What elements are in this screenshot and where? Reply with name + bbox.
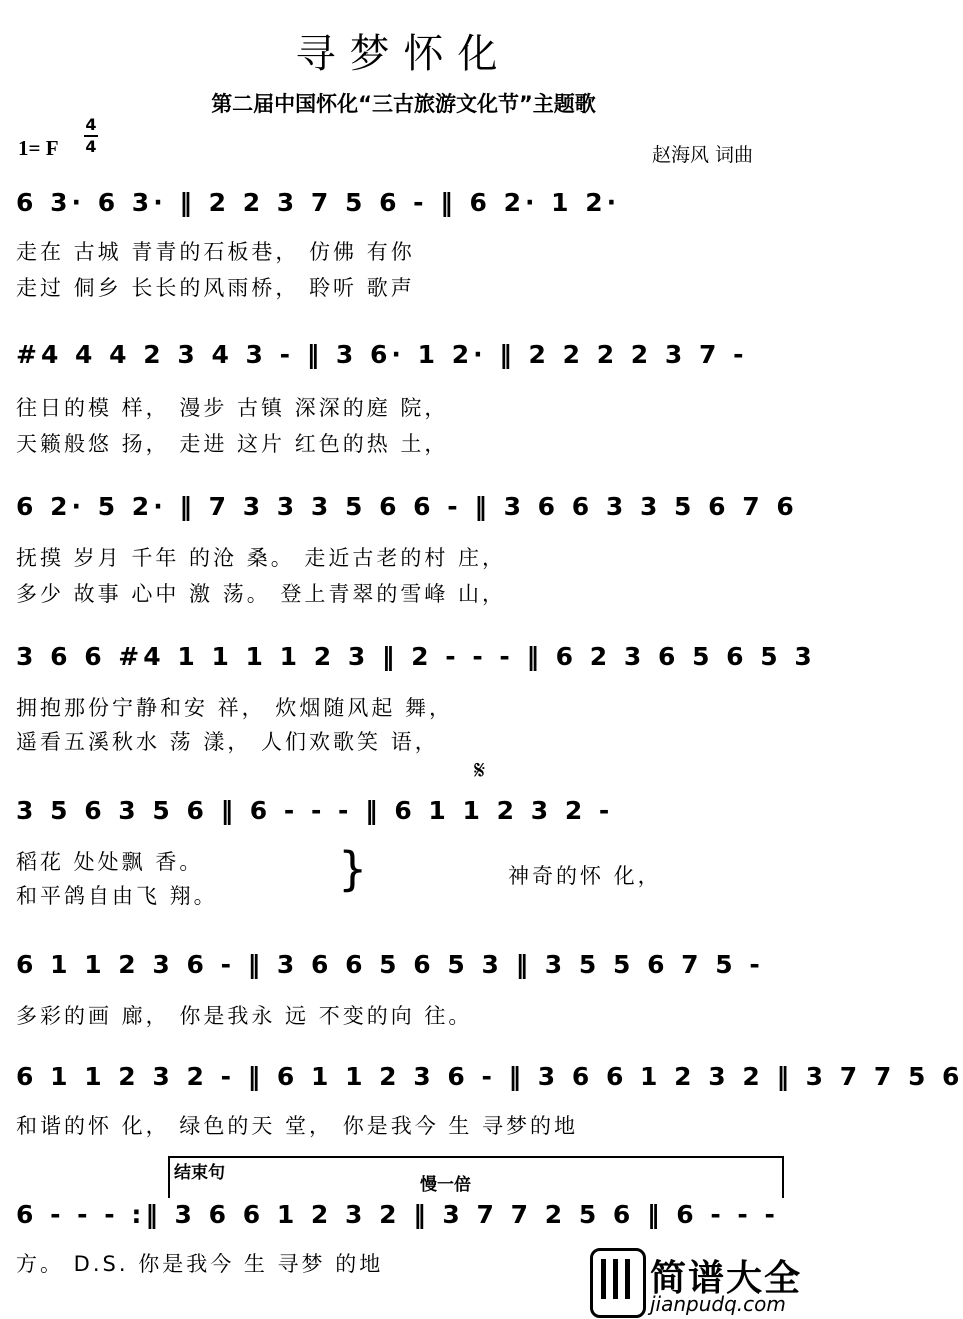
tempo-mark: 慢一倍 bbox=[420, 1175, 471, 1195]
time-top: 4 bbox=[85, 115, 97, 134]
piano-key bbox=[625, 1259, 630, 1299]
lyric-brace: } bbox=[338, 842, 368, 896]
lyric-row-8: 方。 D.S. 你是我今 生 寻梦 的地 bbox=[16, 1252, 384, 1276]
author-credit: 赵海风 词曲 bbox=[652, 144, 754, 166]
lyric-row-7: 和谐的怀 化， 绿色的天 堂， 你是我今 生 寻梦的地 bbox=[16, 1114, 579, 1138]
lyric-row-2a: 往日的模 样， 漫步 古镇 深深的庭 院， bbox=[16, 396, 449, 420]
notation-row-4: 3 6 6 #4 1 1 1 1 2 3 ‖ 2 - - - ‖ 6 2 3 6 5 6 5 3 bbox=[16, 642, 816, 671]
notation-row-1: 6 3· 6 3· ‖ 2 2 3 7 5 6 - ‖ 6 2· 1 2· bbox=[16, 188, 621, 217]
lyric-row-5-side: 神奇的怀 化， bbox=[508, 864, 662, 888]
piano-key bbox=[601, 1259, 606, 1299]
time-bottom: 4 bbox=[85, 137, 97, 156]
lyric-row-1b: 走过 侗乡 长长的风雨桥， 聆听 歌声 bbox=[16, 276, 415, 300]
ending-label: 结束句 bbox=[174, 1163, 225, 1183]
notation-row-7: 6 1 1 2 3 2 - ‖ 6 1 1 2 3 6 - ‖ 3 6 6 1 2 3 2 ‖ 3 7 7 5 6 bbox=[16, 1062, 963, 1091]
key-signature: 1= F bbox=[18, 136, 59, 160]
lyric-row-4b: 遥看五溪秋水 荡 漾， 人们欢歌笑 语， bbox=[16, 730, 439, 754]
song-subtitle: 第二届中国怀化“三古旅游文化节”主题歌 bbox=[211, 92, 596, 116]
lyric-row-5a: 稻花 处处飘 香。 bbox=[16, 850, 204, 874]
lyric-row-1a: 走在 古城 青青的石板巷， 仿佛 有你 bbox=[16, 240, 415, 264]
notation-row-6: 6 1 1 2 3 6 - ‖ 3 6 6 5 6 5 3 ‖ 3 5 5 6 7 5 - bbox=[16, 950, 764, 979]
lyric-row-5b: 和平鸽自由飞 翔。 bbox=[16, 884, 218, 908]
lyric-row-6: 多彩的画 廊， 你是我永 远 不变的向 往。 bbox=[16, 1004, 473, 1028]
lyric-row-2b: 天籁般悠 扬， 走进 这片 红色的热 土， bbox=[16, 432, 449, 456]
logo-name: 简谱大全 bbox=[650, 1258, 803, 1299]
piano-logo-icon bbox=[590, 1248, 646, 1318]
lyric-row-3a: 抚摸 岁月 千年 的沧 桑。 走近古老的村 庄， bbox=[16, 546, 507, 570]
notation-row-5: 3 5 6 3 5 6 ‖ 6 - - - ‖ 6 1 1 2 3 2 - bbox=[16, 796, 614, 825]
lyric-row-3b: 多少 故事 心中 激 荡。 登上青翠的雪峰 山， bbox=[16, 582, 507, 606]
ending-bracket bbox=[168, 1156, 784, 1198]
notation-row-3: 6 2· 5 2· ‖ 7 3 3 3 5 6 6 - ‖ 3 6 6 3 3 5 6 7 6 bbox=[16, 492, 798, 521]
segno-sign: 𝄋 bbox=[474, 756, 486, 786]
logo-url: jianpudq.com bbox=[650, 1292, 786, 1316]
notation-row-8: 6 - - - :‖ 3 6 6 1 2 3 2 ‖ 3 7 7 2 5 6 ‖ 6 - - - bbox=[16, 1200, 779, 1229]
song-title: 寻梦怀化 bbox=[295, 31, 512, 77]
notation-row-2: #4 4 4 2 3 4 3 - ‖ 3 6· 1 2· ‖ 2 2 2 2 3 7 - bbox=[16, 340, 748, 369]
piano-key bbox=[613, 1259, 618, 1299]
time-signature bbox=[84, 116, 98, 156]
lyric-row-4a: 拥抱那份宁静和安 祥， 炊烟随风起 舞， bbox=[16, 696, 454, 720]
